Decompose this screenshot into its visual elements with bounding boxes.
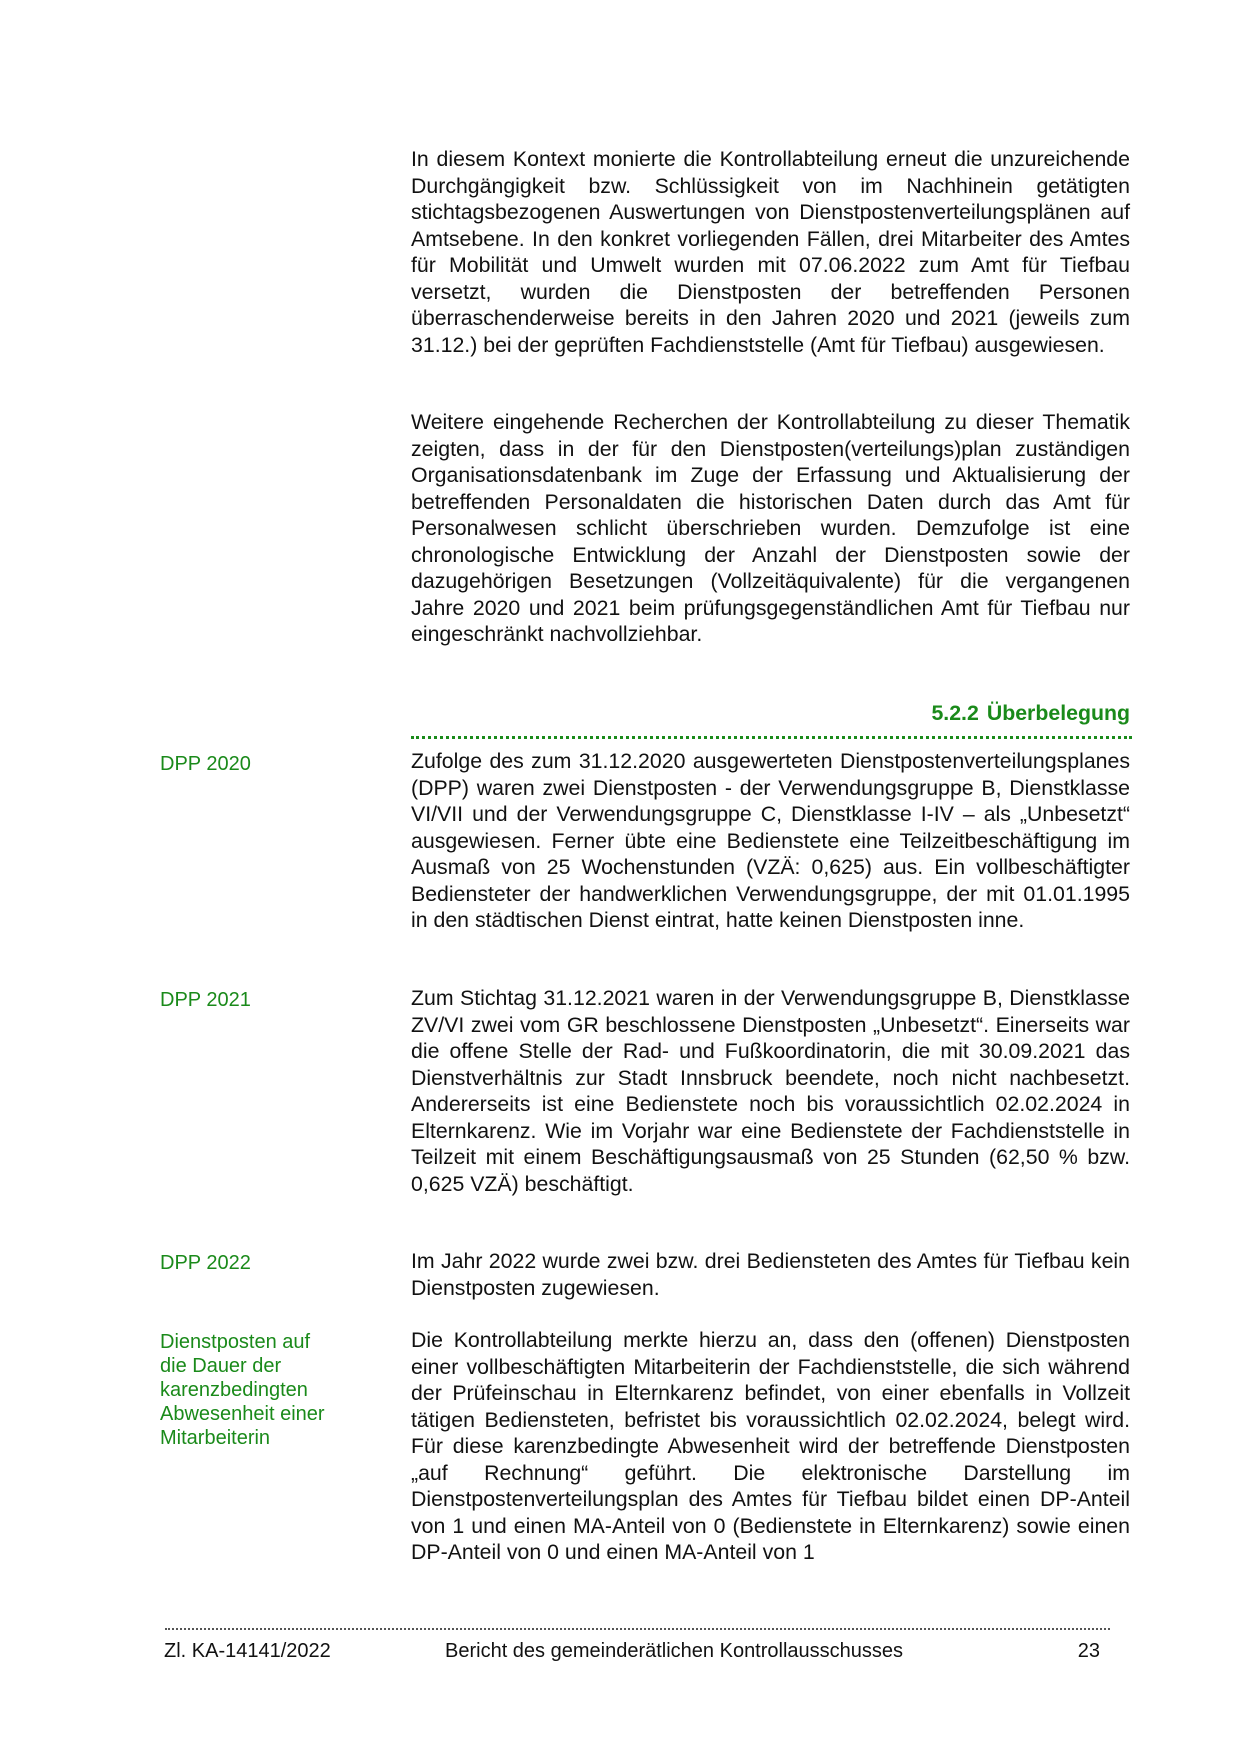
margin-note-line: die Dauer der [160, 1355, 282, 1377]
footer-title: Bericht des gemeinderätlichen Kontrollausschusses [445, 1640, 904, 1662]
page-number: 23 [1077, 1640, 1100, 1662]
paragraph-dpp-2022: Im Jahr 2022 wurde zwei bzw. drei Bediensteten des Amtes für Tiefbau kein Dienstposten zugewiesen. [411, 1249, 1130, 1300]
section-number: 5.2.2 [931, 701, 979, 725]
paragraph-context-criticism: In diesem Kontext monierte die Kontrollabteilung erneut die unzureichende Durchgängigkeit bzw. Schlüssigkeit von im Nachhinein getätigten stichtagsbezogenen Auswertungen von Dienstpostenverteilungsplänen auf Amtsebene. In den konkret vorliegenden Fällen, drei Mitarbeiter des Amtes für Mobilität und Umwelt wurden mit 07.06.2022 zum Amt für Tiefbau versetzt, wurden die Dienstposten der betreffenden Personen überraschenderweise bereits in den Jahren 2020 und 2021 (jeweils zum 31.12.) bei der geprüften Fachdienststelle (Amt für Tiefbau) ausgewiesen. [411, 147, 1130, 357]
margin-note-dpp-2022: DPP 2022 [160, 1252, 251, 1274]
footer-divider [165, 1628, 1110, 1630]
paragraph-dienstposten-karenz: Die Kontrollabteilung merkte hierzu an, dass den (offenen) Dienstposten einer vollbeschäftigten Mitarbeiterin der Fachdienststelle, die sich während der Prüfeinschau in Elternkarenz befindet, von einer ebenfalls in Vollzeit tätigen Bediensteten, befristet bis voraussichtlich 02.02.2024, belegt wird. Für diese karenzbedingte Abwesenheit wird der betreffende Dienstposten „auf Rechnung“ geführt. Die elektronische Darstellung im Dienstpostenverteilungsplan des Amtes für Tiefbau bildet einen DP-Anteil von 1 und einen MA-Anteil von 0 (Bedienstete in Elternkarenz) sowie einen DP-Anteil von 0 und einen MA-Anteil von 1 [411, 1328, 1130, 1564]
margin-note-dienstposten-karenz [160, 1330, 360, 1450]
margin-note-dpp-2020: DPP 2020 [160, 753, 251, 775]
paragraph-further-research: Weitere eingehende Recherchen der Kontrollabteilung zu dieser Thematik zeigten, dass in der für den Dienstposten(verteilungs)plan zuständigen Organisationsdatenbank im Zuge der Erfassung und Aktualisierung der betreffenden Personaldaten die historischen Daten durch das Amt für Personalwesen schlicht überschrieben wurden. Demzufolge ist eine chronologische Entwicklung der Anzahl der Dienstposten sowie der dazugehörigen Besetzungen (Vollzeitäquivalente) für die vergangenen Jahre 2020 und 2021 beim prüfungsgegenständlichen Amt für Tiefbau nur eingeschränkt nachvollziehbar. [411, 410, 1130, 646]
paragraph-dpp-2021: Zum Stichtag 31.12.2021 waren in der Verwendungsgruppe B, Dienstklasse ZV/VI zwei vom GR beschlossene Dienstposten „Unbesetzt“. Einerseits war die offene Stelle der Rad- und Fußkoordinatorin, die mit 30.09.2021 das Dienstverhältnis zur Stadt Innsbruck beendete, noch nicht nachbesetzt. Andererseits ist eine Bedienstete noch bis voraussichtlich 02.02.2024 in Elternkarenz. Wie im Vorjahr war eine Bedienstete der Fachdienststelle in Teilzeit mit einem Beschäftigungsausmaß von 25 Stunden (62,50 % bzw. 0,625 VZÄ) beschäftigt. [411, 986, 1130, 1196]
margin-note-line: Abwesenheit einer [160, 1403, 325, 1425]
footer-reference: Zl. KA-14141/2022 [164, 1640, 331, 1662]
section-heading [411, 700, 1130, 726]
page-footer [160, 1637, 1100, 1665]
margin-note-line: Mitarbeiterin [160, 1427, 271, 1449]
margin-note-line: Dienstposten auf [160, 1331, 311, 1353]
margin-note-dpp-2021: DPP 2021 [160, 989, 251, 1011]
section-title: Überbelegung [986, 701, 1130, 725]
paragraph-dpp-2020: Zufolge des zum 31.12.2020 ausgewerteten Dienstpostenverteilungsplanes (DPP) waren zwei Dienstposten - der Verwendungsgruppe B, Dienstklasse VI/VII und der Verwendungsgruppe C, Dienstklasse I-IV – als „Unbesetzt“ ausgewiesen. Ferner übte eine Bedienstete eine Teilzeitbeschäftigung im Ausmaß von 25 Wochenstunden (VZÄ: 0,625) aus. Ein vollbeschäftigter Bediensteter der handwerklichen Verwendungsgruppe, der mit 01.01.1995 in den städtischen Dienst eintrat, hatte keinen Dienstposten inne. [411, 749, 1130, 932]
section-divider [411, 736, 1132, 739]
margin-note-line: karenzbedingten [160, 1379, 308, 1401]
